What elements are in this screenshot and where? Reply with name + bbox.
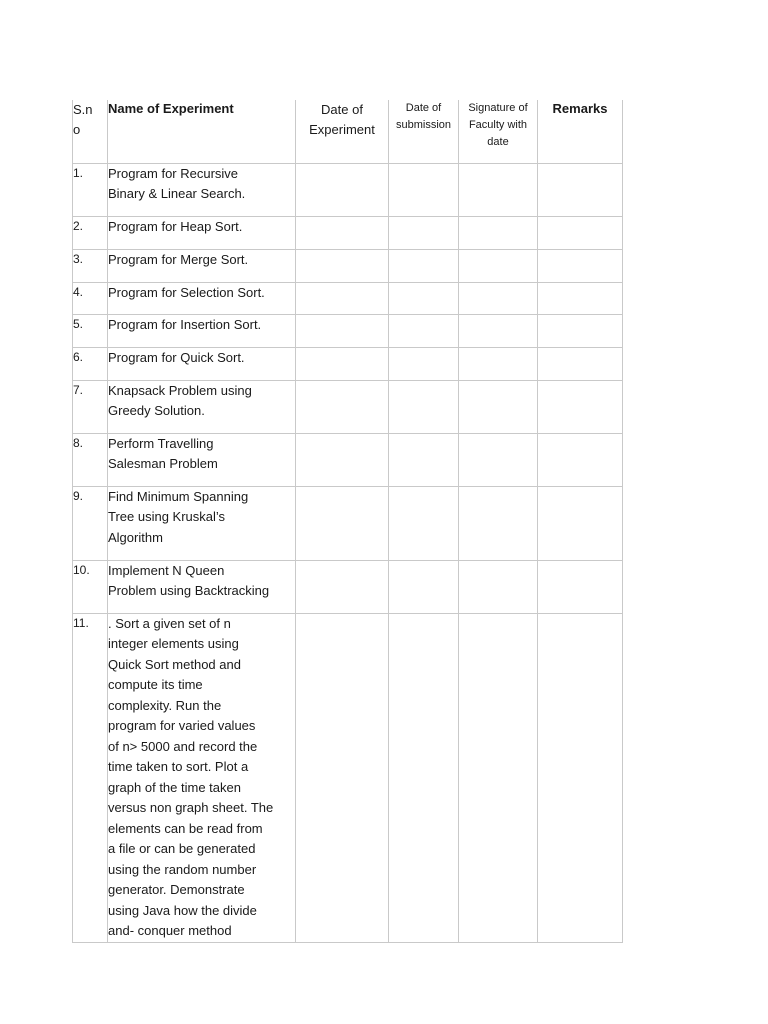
row-date-of-experiment-cell <box>296 282 389 314</box>
row-date-of-submission-cell <box>389 560 459 613</box>
row-remarks-cell <box>538 347 623 380</box>
row-date-of-experiment-cell <box>296 249 389 282</box>
row-experiment-name: Program for Merge Sort. <box>108 249 296 282</box>
row-signature-cell <box>459 433 538 486</box>
row-signature-cell <box>459 613 538 942</box>
row-signature-cell <box>459 216 538 249</box>
row-date-of-experiment-cell <box>296 433 389 486</box>
row-experiment-name: Program for Selection Sort. <box>108 282 296 314</box>
header-name-of-experiment: Name of Experiment <box>108 100 296 163</box>
row-date-of-submission-cell <box>389 314 459 347</box>
row-date-of-experiment-cell <box>296 380 389 433</box>
row-remarks-cell <box>538 314 623 347</box>
row-signature-cell <box>459 249 538 282</box>
row-signature-cell <box>459 347 538 380</box>
row-remarks-cell <box>538 282 623 314</box>
row-remarks-cell <box>538 613 623 942</box>
row-experiment-name: Find Minimum Spanning Tree using Kruskal’s Algorithm <box>108 486 296 560</box>
row-sno: 10. <box>73 560 108 613</box>
row-date-of-submission-cell <box>389 380 459 433</box>
row-experiment-name: Knapsack Problem using Greedy Solution. <box>108 380 296 433</box>
row-signature-cell <box>459 282 538 314</box>
row-experiment-name: Implement N Queen Problem using Backtracking <box>108 560 296 613</box>
row-sno: 3. <box>73 249 108 282</box>
row-date-of-experiment-cell <box>296 216 389 249</box>
row-signature-cell <box>459 163 538 216</box>
row-remarks-cell <box>538 163 623 216</box>
row-sno: 11. <box>73 613 108 942</box>
row-sno: 6. <box>73 347 108 380</box>
table-row <box>73 380 623 433</box>
row-sno: 7. <box>73 380 108 433</box>
row-remarks-cell <box>538 216 623 249</box>
row-date-of-submission-cell <box>389 347 459 380</box>
row-date-of-submission-cell <box>389 433 459 486</box>
row-sno: 8. <box>73 433 108 486</box>
row-signature-cell <box>459 380 538 433</box>
row-date-of-submission-cell <box>389 216 459 249</box>
row-experiment-name: Program for Quick Sort. <box>108 347 296 380</box>
row-date-of-submission-cell <box>389 486 459 560</box>
row-experiment-name: Program for Heap Sort. <box>108 216 296 249</box>
row-sno: 4. <box>73 282 108 314</box>
row-sno: 9. <box>73 486 108 560</box>
row-signature-cell <box>459 314 538 347</box>
header-row <box>73 100 623 163</box>
table-row <box>73 282 623 314</box>
row-sno: 1. <box>73 163 108 216</box>
experiment-index-table <box>72 100 623 943</box>
row-date-of-experiment-cell <box>296 486 389 560</box>
header-date-of-experiment: Date of Experiment <box>296 100 389 163</box>
row-remarks-cell <box>538 433 623 486</box>
row-experiment-name: Perform Travelling Salesman Problem <box>108 433 296 486</box>
header-sno: S.n o <box>73 100 108 163</box>
row-sno: 2. <box>73 216 108 249</box>
row-signature-cell <box>459 560 538 613</box>
table-row <box>73 560 623 613</box>
row-sno: 5. <box>73 314 108 347</box>
row-date-of-experiment-cell <box>296 560 389 613</box>
row-date-of-experiment-cell <box>296 347 389 380</box>
row-experiment-name: . Sort a given set of n integer elements using Quick Sort method and compute its time complexity. Run the program for varied values of n> 5000 and record the time taken to sort. Plot a graph of the time taken versus non graph sheet. The elements can be read from a file or can be generated using the random number generator. Demonstrate using Java how the divide and- conquer method <box>108 613 296 942</box>
row-date-of-experiment-cell <box>296 613 389 942</box>
row-date-of-experiment-cell <box>296 314 389 347</box>
header-remarks: Remarks <box>538 100 623 163</box>
table-row <box>73 433 623 486</box>
row-experiment-name: Program for Insertion Sort. <box>108 314 296 347</box>
row-remarks-cell <box>538 249 623 282</box>
row-date-of-submission-cell <box>389 163 459 216</box>
table-row <box>73 347 623 380</box>
header-date-of-submission: Date of submission <box>389 100 459 163</box>
row-date-of-submission-cell <box>389 613 459 942</box>
row-date-of-experiment-cell <box>296 163 389 216</box>
row-date-of-submission-cell <box>389 282 459 314</box>
table-row <box>73 314 623 347</box>
row-experiment-name: Program for Recursive Binary & Linear Search. <box>108 163 296 216</box>
row-date-of-submission-cell <box>389 249 459 282</box>
row-remarks-cell <box>538 380 623 433</box>
row-signature-cell <box>459 486 538 560</box>
table-row <box>73 613 623 942</box>
table-row <box>73 163 623 216</box>
table-row <box>73 486 623 560</box>
header-signature-of-faculty: Signature of Faculty with date <box>459 100 538 163</box>
row-remarks-cell <box>538 486 623 560</box>
table-row <box>73 249 623 282</box>
table-row <box>73 216 623 249</box>
row-remarks-cell <box>538 560 623 613</box>
